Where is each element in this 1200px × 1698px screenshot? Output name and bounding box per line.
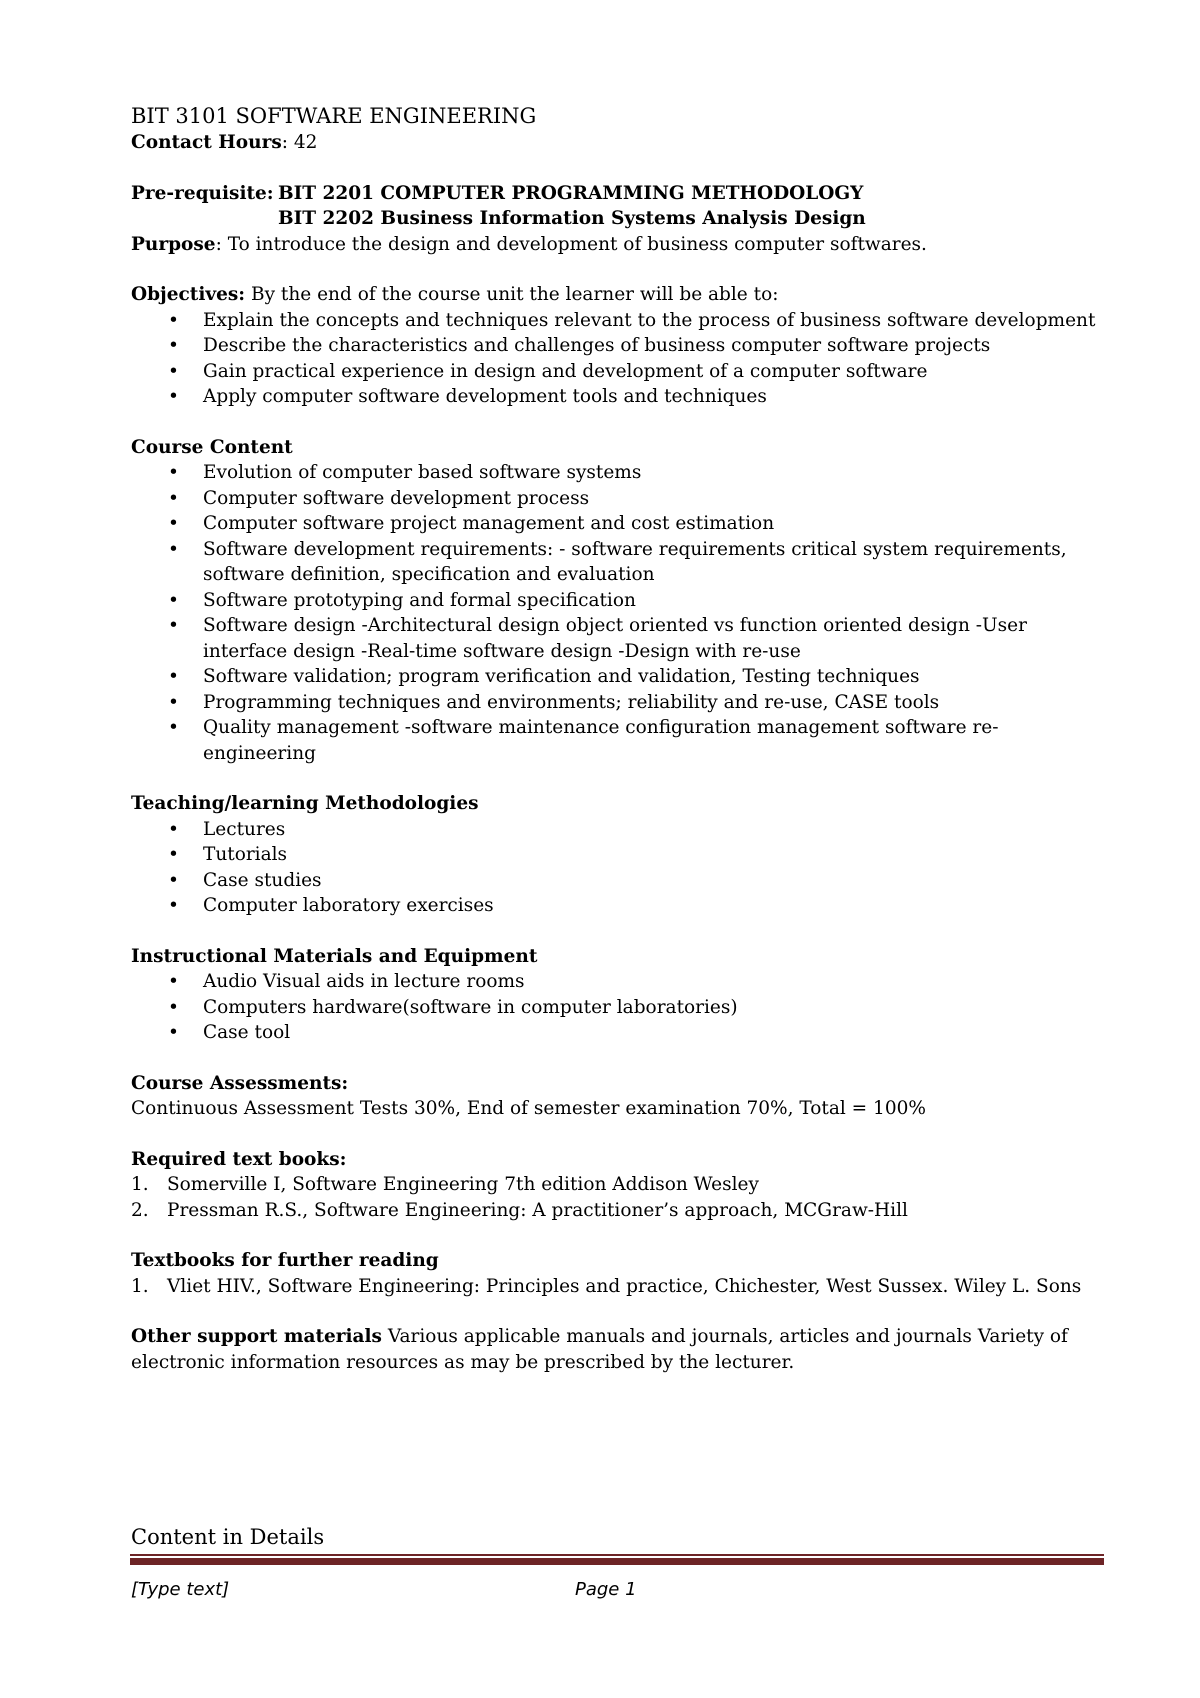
list-item: [131, 1172, 1096, 1198]
methodologies-list: [131, 817, 1096, 919]
list-item-text: Describe the characteristics and challenges of business computer software projects: [203, 335, 991, 356]
content-in-details-heading: Content in Details: [131, 1525, 325, 1549]
footer-divider-thick: [130, 1558, 1104, 1565]
list-item: [131, 893, 1096, 919]
materials-heading: [131, 944, 1096, 970]
list-item-text: Software prototyping and formal specification: [203, 589, 636, 611]
bullet-icon: •: [168, 869, 179, 891]
list-item-text: Lectures: [203, 818, 286, 840]
list-item: [131, 359, 1096, 385]
bullet-icon: •: [168, 513, 179, 534]
list-item-text: Case tool: [203, 1022, 291, 1043]
list-item-text: Computer software project management and cost estimation: [203, 513, 775, 534]
required-books-heading: [131, 1147, 1096, 1173]
bullet-icon: •: [168, 615, 179, 636]
list-item: [131, 995, 1096, 1021]
course-content-list: [131, 460, 1096, 766]
heading-text: Course Assessments:: [131, 1072, 349, 1094]
list-item: [131, 868, 1096, 894]
objectives-list: [131, 308, 1096, 410]
list-item: [131, 588, 1096, 614]
bullet-icon: •: [168, 462, 179, 483]
prerequisite-2: BIT 2202 Business Information Systems Analysis Design: [278, 208, 866, 229]
list-item: [131, 537, 1096, 588]
objectives-intro-text: By the end of the course unit the learner will be able to:: [245, 284, 779, 305]
list-item: [131, 613, 1096, 664]
objectives-label: Objectives:: [131, 284, 246, 305]
contact-hours: [131, 130, 1096, 156]
assessments-text: Continuous Assessment Tests 30%, End of semester examination 70%, Total = 100%: [131, 1098, 926, 1119]
list-item-text: Evolution of computer based software systems: [203, 462, 642, 483]
purpose-label: Purpose: [131, 233, 216, 255]
other-support: [131, 1324, 1096, 1375]
list-item-text: Computers hardware(software in computer laboratories): [203, 996, 738, 1018]
further-reading-heading: [131, 1248, 1096, 1274]
further-reading-list: [131, 1274, 1096, 1300]
bullet-icon: •: [168, 666, 179, 687]
methodologies-heading: [131, 791, 1096, 817]
list-item-text: Programming techniques and environments; reliability and re-use, CASE tools: [203, 691, 940, 713]
heading-text: Instructional Materials and Equipment: [131, 945, 538, 967]
list-item-text: Software validation; program verification and validation, Testing techniques: [203, 666, 920, 687]
list-number: 1.: [131, 1275, 149, 1297]
purpose-text: : To introduce the design and development of business computer softwares.: [215, 233, 927, 255]
list-item-text: Software development requirements: - software requirements critical system requirements, software definition, specification and evaluation: [203, 538, 1067, 585]
footer-placeholder-text: [Type text]: [131, 1579, 230, 1600]
bullet-icon: •: [168, 971, 179, 992]
footer-divider-thin: [130, 1554, 1104, 1556]
list-item: [131, 384, 1096, 410]
bullet-icon: •: [168, 717, 179, 738]
course-content-heading: [131, 435, 1096, 461]
list-item: [131, 817, 1096, 843]
course-title: BIT 3101 SOFTWARE ENGINEERING: [131, 104, 537, 128]
bullet-icon: •: [168, 844, 179, 865]
prerequisite-label: Pre-requisite:: [131, 182, 274, 204]
list-item: [131, 486, 1096, 512]
other-support-text: Various applicable manuals and journals, articles and journals Variety of electronic information resources as may be prescribed by the lecturer.: [131, 1326, 1068, 1373]
heading-text: Textbooks for further reading: [131, 1250, 439, 1271]
bullet-icon: •: [168, 487, 179, 509]
list-item-text: Somerville I, Software Engineering 7th edition Addison Wesley: [167, 1174, 759, 1195]
list-item-text: Case studies: [203, 869, 322, 891]
list-item: [131, 842, 1096, 868]
bullet-icon: •: [168, 386, 179, 407]
list-item: [131, 1198, 1096, 1224]
page-number: Page 1: [575, 1579, 637, 1600]
bullet-icon: •: [168, 996, 179, 1018]
list-number: 1.: [131, 1174, 149, 1195]
required-books-list: [131, 1172, 1096, 1223]
list-item-text: Gain practical experience in design and development of a computer software: [203, 360, 928, 382]
list-item-text: Pressman R.S., Software Engineering: A practitioner’s approach, MCGraw-Hill: [167, 1199, 908, 1221]
bullet-icon: •: [168, 589, 179, 611]
list-item: [131, 333, 1096, 359]
list-item: [131, 308, 1096, 334]
heading-text: Teaching/learning Methodologies: [131, 793, 479, 814]
list-item-text: Software design -Architectural design object oriented vs function oriented design -User interface design -Real-time software design -Design with re-use: [203, 615, 1027, 662]
assessments-heading: [131, 1071, 1096, 1097]
list-item-text: Audio Visual aids in lecture rooms: [203, 971, 525, 992]
document-body: [131, 103, 1096, 1375]
list-item-text: Computer laboratory exercises: [203, 895, 494, 916]
other-support-label: Other support materials: [131, 1326, 382, 1347]
list-item-text: Vliet HIV., Software Engineering: Principles and practice, Chichester, West Sussex. Wiley L. Sons: [167, 1275, 1082, 1297]
bullet-icon: •: [168, 309, 179, 331]
bullet-icon: •: [168, 335, 179, 356]
list-item-text: Explain the concepts and techniques relevant to the process of business software development: [203, 309, 1096, 331]
list-number: 2.: [131, 1199, 149, 1221]
bullet-icon: •: [168, 1022, 179, 1043]
list-item: [131, 1020, 1096, 1046]
bullet-icon: •: [168, 360, 179, 382]
objectives-intro: [131, 282, 1096, 308]
bullet-icon: •: [168, 818, 179, 840]
list-item-text: Apply computer software development tools and techniques: [203, 386, 767, 407]
list-item: [131, 715, 1096, 766]
prerequisite-1: BIT 2201 COMPUTER PROGRAMMING METHODOLOGY: [278, 182, 864, 204]
list-item: [131, 690, 1096, 716]
heading-text: Required text books:: [131, 1148, 347, 1170]
bullet-icon: •: [168, 691, 179, 713]
list-item: [131, 1274, 1096, 1300]
list-item-text: Quality management -software maintenance configuration management software re-engineering: [203, 717, 999, 764]
list-item: [131, 969, 1096, 995]
list-item: [131, 460, 1096, 486]
list-item: [131, 664, 1096, 690]
list-item: [131, 511, 1096, 537]
list-item-text: Tutorials: [203, 844, 288, 865]
heading-text: Course Content: [131, 436, 293, 458]
bullet-icon: •: [168, 538, 179, 560]
contact-hours-value: : 42: [281, 132, 318, 153]
prerequisite-row: [131, 181, 1096, 207]
bullet-icon: •: [168, 895, 179, 916]
materials-list: [131, 969, 1096, 1046]
contact-hours-label: Contact Hours: [131, 132, 282, 153]
list-item-text: Computer software development process: [203, 487, 590, 509]
purpose: [131, 232, 1096, 258]
